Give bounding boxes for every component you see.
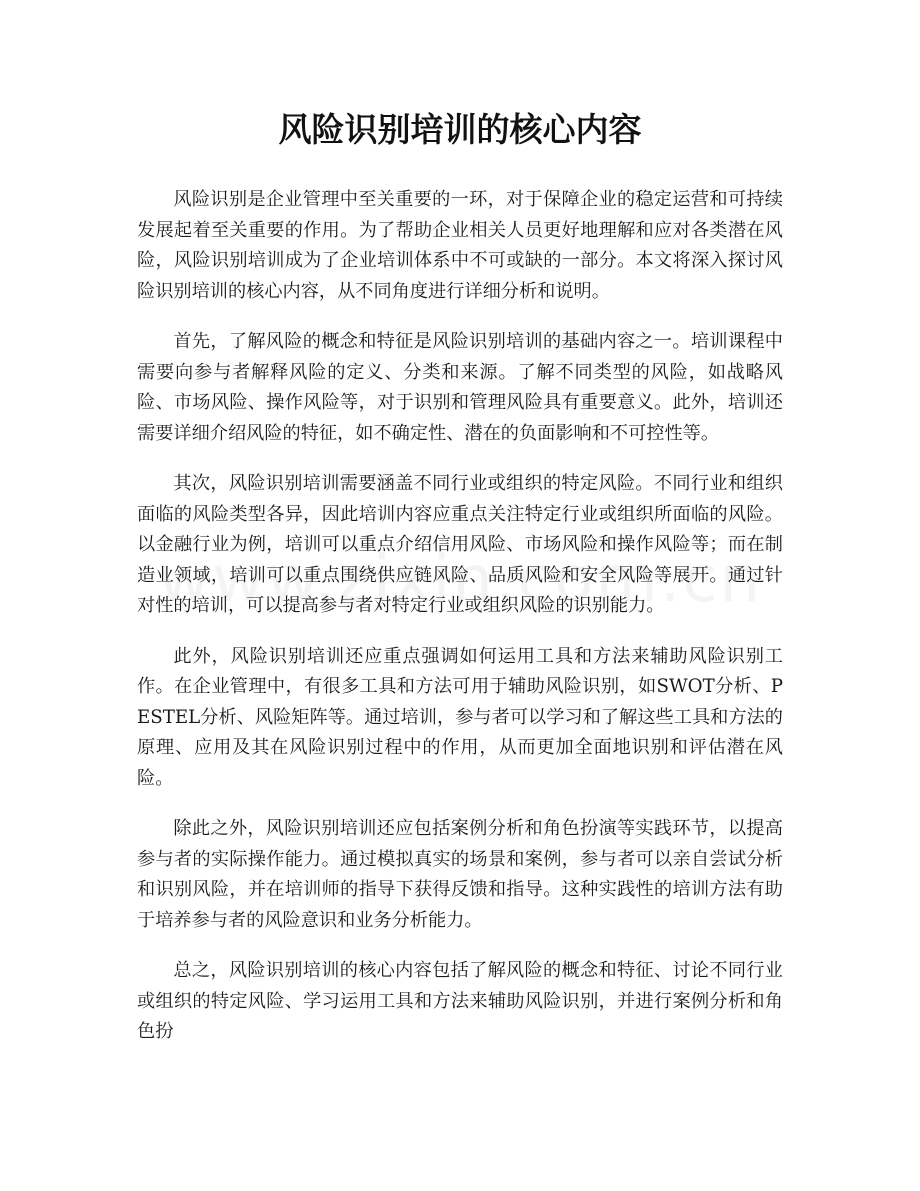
- paragraph-4: 此外，风险识别培训还应重点强调如何运用工具和方法来辅助风险识别工作。在企业管理中，有很多工具和方法可用于辅助风险识别，如SWOT分析、PESTEL分析、风险矩阵等。通过培训，参与者可以学习和了解这些工具和方法的原理、应用及其在风险识别过程中的作用，从而更加全面地识别和评估潜在风险。: [137, 645, 783, 789]
- paragraph-2: 首先，了解风险的概念和特征是风险识别培训的基础内容之一。培训课程中需要向参与者解释风险的定义、分类和来源。了解不同类型的风险，如战略风险、市场风险、操作风险等，对于识别和管理风险具有重要意义。此外，培训还需要详细介绍风险的特征，如不确定性、潜在的负面影响和不可控性等。: [137, 331, 783, 444]
- paragraph-5: 除此之外，风险识别培训还应包括案例分析和角色扮演等实践环节，以提高参与者的实际操作能力。通过模拟真实的场景和案例，参与者可以亲自尝试分析和识别风险，并在培训师的指导下获得反馈和指导。这种实践性的培训方法有助于培养参与者的风险意识和业务分析能力。: [137, 818, 783, 931]
- page-title: 风险识别培训的核心内容: [278, 110, 642, 149]
- paragraph-1: 风险识别是企业管理中至关重要的一环，对于保障企业的稳定运营和可持续发展起着至关重要的作用。为了帮助企业相关人员更好地理解和应对各类潜在风险，风险识别培训成为了企业培训体系中不可或缺的一部分。本文将深入探讨风险识别培训的核心内容，从不同角度进行详细分析和说明。: [137, 189, 783, 302]
- paragraph-6: 总之，风险识别培训的核心内容包括了解风险的概念和特征、讨论不同行业或组织的特定风险、学习运用工具和方法来辅助风险识别，并进行案例分析和角色扮: [137, 960, 783, 1042]
- paragraph-3: 其次，风险识别培训需要涵盖不同行业或组织的特定风险。不同行业和组织面临的风险类型各异，因此培训内容应重点关注特定行业或组织所面临的风险。以金融行业为例，培训可以重点介绍信用风险、市场风险和操作风险等；而在制造业领域，培训可以重点围绕供应链风险、品质风险和安全风险等展开。通过针对性的培训，可以提高参与者对特定行业或组织风险的识别能力。: [137, 473, 783, 616]
- document-body: [137, 185, 783, 1068]
